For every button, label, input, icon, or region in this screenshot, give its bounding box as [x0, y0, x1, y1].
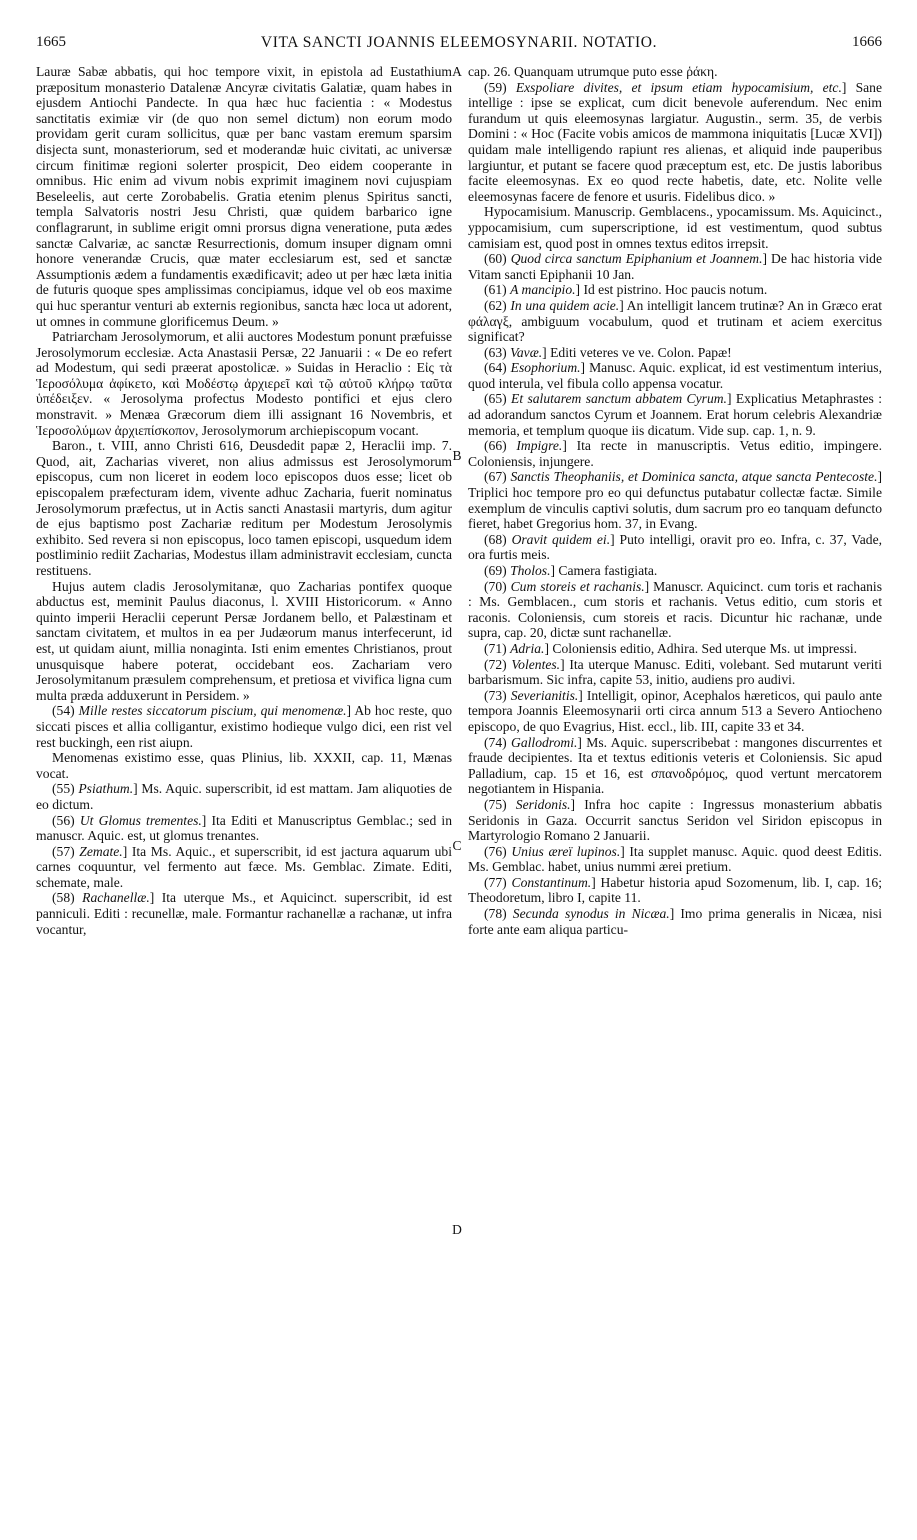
- footnote-number: (74): [484, 734, 507, 750]
- footnote-text: Ita supplet manusc. Aquic. quod deest Editis. Ms. Gemblac. habet, unius nummi ærei pretium.: [468, 843, 882, 875]
- footnote: (55) Psiathum.] Ms. Aquic. superscribit, id est mattam. Jam aliquoties de eo dictum.: [36, 781, 452, 812]
- footnote: (74) Gallodromi.] Ms. Aquic. superscribebat : mangones discurrentes et fraude decipientes. Ita et textus editionis veteris et Coloniensis. Sic apud Palladium, cap. 15 et 16, est σπανοδρόμος, quod vertunt mercatorem negotiantem in Hispania.: [468, 734, 882, 797]
- footnote: (73) Severianitis.] Intelligit, opinor, Acephalos hæreticos, qui paulo ante tempora Joannis Eleemosynarii orti circa annum 513 a Severo Antiocheno episcopo, de quo Evagrius, Hist. eccl., lib. III, capite 33 et 34.: [468, 687, 882, 734]
- footnote-text: Ita uterque Manusc. Editi, volebant. Sed mutarunt veriti barbarismum. Sic infra, capite 53, initio, audiens pro audivi.: [468, 656, 882, 688]
- footnote: (65) Et salutarem sanctum abbatem Cyrum.] Explicatius Metaphrastes : ad adorandum sanctos Cyrum et Joannem. Erat horum celebris Alexandriæ memoria, et templum quoque iis dicatum. Vide sup. cap. 1, n. 9.: [468, 391, 882, 438]
- footnote-lemma: Rachanellæ.: [82, 890, 150, 906]
- footnote-lemma: Zemate.: [79, 843, 123, 859]
- footnote: (60) Quod circa sanctum Epiphanium et Joannem.] De hac historia vide Vitam sancti Epiphanii 10 Jan.: [468, 251, 882, 282]
- footnote-text: Coloniensis editio, Adhira. Sed uterque Ms. ut impressi.: [552, 640, 858, 656]
- footnote-lemma: In una quidem acie.: [510, 297, 620, 313]
- footnote-lemma: Constantinum.: [511, 874, 592, 890]
- paragraph-text: Hypocamisium. Manuscrip. Gemblacens., ypocamissum. Ms. Aquicinct., yppocamisium, cum superscriptione, id est vestimentum, quod subtus camisiam est, quod post in omnes textus editos irrepsit.: [468, 204, 882, 251]
- footnote-number: (62): [484, 297, 507, 313]
- footnote-text: Ita uterque Ms., et Aquicinct. superscribit, id est panniculi. Editi : recunellæ, male. Formantur rachanellæ a rachanæ, ut infra vocantur,: [36, 890, 452, 937]
- footnote: (61) A mancipio.] Id est pistrino. Hoc paucis notum.: [484, 282, 768, 298]
- footnote: (63) Vavæ.] Editi veteres ve ve. Colon. Papæ!: [484, 344, 732, 360]
- footnote-number: (60): [484, 251, 507, 267]
- footnote-lemma: Cum storeis et rachanis.: [510, 578, 645, 594]
- footnote: (72) Volentes.] Ita uterque Manusc. Editi, volebant. Sed mutarunt veriti barbarismum. Sic infra, capite 53, initio, audiens pro audivi.: [468, 656, 882, 688]
- footnote-text: Habetur historia apud Sozomenum, lib. I, cap. 16; Theodoretum, libro I, capite 11.: [468, 874, 882, 906]
- footnote-lemma: Sanctis Theophaniis, et Dominica sancta, atque sancta Pentecoste.: [510, 469, 878, 485]
- footnote-number: (65): [484, 391, 507, 407]
- footnote-lemma: Secunda synodus in Nicæa.: [512, 906, 670, 922]
- footnote-text: Ms. Aquic. superscribit, id est mattam. Jam aliquoties de eo dictum.: [36, 781, 452, 812]
- footnote-number: (72): [484, 656, 507, 672]
- continued-paragraph: [468, 64, 882, 80]
- footnote-lemma: Adria.: [510, 640, 545, 656]
- footnote-number: (58): [52, 890, 75, 906]
- footnote-text: Triplici hoc tempore pro eo qui defunctus putabatur collectæ factæ. Simile exemplum de vinculis captivi solutis, dum sacrum pro eo tanquam defuncto fieret, habet Gregorius hom. 37, in Evang.: [468, 485, 882, 532]
- footnote-number: (73): [484, 687, 507, 703]
- footnote-number: (69): [484, 563, 507, 578]
- footnote-lemma: Ut Glomus trementes.: [79, 812, 202, 828]
- footnote-lemma: Vavæ.: [510, 344, 543, 360]
- continued-paragraph: [36, 64, 452, 329]
- footnote-text: An intelligit lancem trutinæ? An in Græco erat φάλαγξ, ambiguum vocabulum, quod et trutinam et aciem exercitus significat?: [468, 297, 882, 345]
- footnote-text: Sane intellige : ipse se explicat, cum dicit benevole auferendum. Nec enim furandum ut quis eleemosynas largiatur. Augustin., serm. 35, de verbis Domini : « Hoc (Facite vobis amicos de mammona iniquitatis [Lucæ XVI]) quidam male intelligendo rapiunt res alienas, et aliquid inde pauperibus largiuntur, et putant se facere quod præceptum est, etc. De justis laboribus facite eleemosynas. Ex eo quod recte habetis, date, etc. Nolite velle eleemosynas facere de fenore et usuris. Fidelibus dico. »: [468, 79, 882, 204]
- footnote-number: (76): [484, 843, 507, 859]
- paragraph: [36, 438, 452, 578]
- footnote-text: Ita Ms. Aquic., et superscribit, id est jactura aquarum ubi carnes coquuntur, vel fermento aut fæce. Ms. Gemblac. Zimate. Editi, schemate, male.: [36, 843, 452, 890]
- footnote-lemma: Oravit quidem ei.: [511, 531, 611, 547]
- footnote: (70) Cum storeis et rachanis.] Manuscr. Aquicinct. cum toris et rachanis : Ms. Gemblacen., cum storis et rachanis. Vetus editio, cum storis et raconis. Coloniensis, cum storeis et racis. Dicuntur hic rachanæ, unde supra, cap. 20, dictæ sunt rachanellæ.: [468, 578, 882, 641]
- footnote-text: De hac historia vide Vitam sancti Epiphanii 10 Jan.: [468, 251, 882, 282]
- footnote-text: Imo prima generalis in Nicæa, nisi forte ante eam aliqua particu-: [468, 906, 882, 937]
- footnote-number: (57): [52, 843, 75, 859]
- footnote-text: Puto intelligi, oravit pro eo. Infra, c. 37, Vade, ora furtis meis.: [468, 531, 882, 563]
- footnote-text: Manusc. Aquic. explicat, id est vestimentum interius, quod interula, vel fibula collo appensa vocatur.: [468, 360, 882, 391]
- footnote-lemma: Esophorium.: [510, 360, 581, 376]
- footnote-number: (70): [484, 578, 507, 594]
- paragraph-text: Lauræ Sabæ abbatis, qui hoc tempore vixit, in epistola ad Eustathium præpositum monasterio Datalenæ Ancyræ civitatis Galatiæ, quam habes in ejusdem Antiochi Pandecte. In qua hæc huc facientia : « Modestus sanctitatis eximiæ vir (de quo non semel dictum) non eorum modo providam gerit curam sollicitus, quæ per banc vastam eremum sparsim disjecta sunt, monasteriorum, sed et moderandæ huic civitati, ac universæ circum finitimæ regioni solerter prospicit, Deo eidem cooperante in omnibus. Hic enim ad vivum nobis exprimit imaginem novi cujuspiam Beseleelis, aut certe Zorobabelis. Gratia etenim plenus Spiritus sancti, templa Salvatoris nostri Jesu Christi, quæ quidem barbarico igne conflagrarunt, in sublime erigit omni prorsus digna veneratione, puta ædes sanctæ Calvariæ, ac sanctæ Resurrectionis, domum insuper dignam omni honore venerandæ Crucis, quæ mater ecclesiarum est, sed et sanctæ Assumptionis ædem a fundamentis exædificavit; adeo ut per hæc læta initia de futuris quoque spes amplissimas concipiamus, idque vel ob eos maxime qui huc sperantur venturi ab externis regionibus, sancta hæc loca ut adorent, ut omnes in commune glorificemus Deum. »: [36, 64, 452, 329]
- footnote-lemma: Psiathum.: [78, 781, 134, 797]
- footnote-text: Camera fastigiata.: [558, 563, 658, 578]
- footnote-text: Infra hoc capite : Ingressus monasterium abbatis Seridonis in Gaza. Occurrit sanctus Seridon vel Siridon episcopus in Martyrologio Romano 2 Januarii.: [468, 796, 882, 844]
- footnote-number: (75): [484, 796, 507, 812]
- footnote-lemma: Exspoliare divites, et ipsum etiam hypocamisium, etc.: [515, 79, 842, 95]
- footnote-number: (55): [52, 781, 75, 797]
- footnote-text: Intelligit, opinor, Acephalos hæreticos, qui paulo ante tempora Joannis Eleemosynarii orti circa annum 513 a Severo Antiocheno episcopo, de quo Evagrius, Hist. eccl., lib. III, capite 33 et 34.: [468, 687, 882, 734]
- footnote: (58) Rachanellæ.] Ita uterque Ms., et Aquicinct. superscribit, id est panniculi. Editi : recunellæ, male. Formantur rachanellæ a rachanæ, ut infra vocantur,: [36, 890, 452, 937]
- footnote-number: (63): [484, 344, 507, 360]
- footnote-lemma: A mancipio.: [510, 282, 576, 298]
- footnote: (64) Esophorium.] Manusc. Aquic. explicat, id est vestimentum interius, quod interula, vel fibula collo appensa vocatur.: [468, 360, 882, 391]
- paragraph: [36, 579, 452, 704]
- paragraph: [36, 329, 452, 438]
- paragraph-text: Patriarcham Jerosolymorum, et alii auctores Modestum ponunt præfuisse Jerosolymorum ecclesiæ. Acta Anastasii Persæ, 22 Januarii : « De eo refert ad Modestum, qui sedi præerat apostolicæ. » Suidas in Heraclio : Εἰς τὰ Ἱεροσόλυμα ἀφίκετο, καὶ Μοδέστῳ ἀρχιερεῖ καὶ τῷ αὐτοῦ κλήρῳ ταῦτα ὑπέδειξεν. « Jerosolyma profectus Modesto pontifici et ejus clero monstravit. » Menæa Græcorum diem illi assignant 16 Novembris, et Ἱεροσολύμων ἀρχιεπίσκοπον, Jerosolymorum archiepiscopum vocant.: [36, 329, 452, 438]
- footnote-lemma: Severianitis.: [510, 687, 579, 703]
- footnote-number: (71): [484, 640, 507, 656]
- margin-letter-d: D: [452, 1222, 462, 1237]
- footnote: (77) Constantinum.] Habetur historia apud Sozomenum, lib. I, cap. 16; Theodoretum, libro I, capite 11.: [468, 874, 882, 906]
- running-title: VITA SANCTI JOANNIS ELEEMOSYNARII. NOTATIO.: [260, 34, 658, 51]
- footnote: (54) Mille restes siccatorum piscium, qui menomenæ.] Ab hoc reste, quo siccati pisces et allia colligantur, existimo hodieque vulgo dici, een rist vel rest buckingh, een rist aiupn.: [36, 703, 452, 750]
- footnote-lemma: Tholos.: [510, 563, 551, 578]
- footnote-number: (77): [484, 874, 507, 890]
- footnote-number: (66): [484, 438, 507, 454]
- footnote-text: Ab hoc reste, quo siccati pisces et allia colligantur, existimo hodieque vulgo dici, een rist vel rest buckingh, een rist aiupn.: [36, 703, 452, 750]
- paragraph: [36, 750, 452, 781]
- paragraph-text: Menomenas existimo esse, quas Plinius, lib. XXXII, cap. 11, Mænas vocat.: [36, 750, 452, 781]
- footnote-lemma: Unius æreï lupinos.: [511, 843, 621, 859]
- footnote: (57) Zemate.] Ita Ms. Aquic., et superscribit, id est jactura aquarum ubi carnes coquuntur, vel fermento aut fæce. Ms. Gemblac. Zimate. Editi, schemate, male.: [36, 843, 452, 890]
- footnote: (66) Impigre.] Ita recte in manuscriptis. Vetus editio, impingere. Coloniensis, injungere.: [468, 438, 882, 469]
- footnote-lemma: Mille restes siccatorum piscium, qui menomenæ.: [78, 703, 347, 719]
- footnote-lemma: Gallodromi.: [511, 734, 578, 750]
- footnote-lemma: Impigre.: [516, 438, 563, 454]
- footnote: (56) Ut Glomus trementes.] Ita Editi et Manuscriptus Gemblac.; sed in manuscr. Aquic. est, ut glomus trenantes.: [36, 812, 452, 844]
- footnote-number: (56): [52, 812, 75, 828]
- footnote-number: (67): [484, 469, 507, 485]
- footnote-number: (61): [484, 282, 507, 298]
- footnote-text: Manuscr. Aquicinct. cum toris et rachanis : Ms. Gemblacen., cum storis et rachanis. Vetus editio, cum storis et raconis. Coloniensis, cum storeis et racis. Dicuntur hic rachanæ, unde supra, cap. 20, dictæ sunt rachanellæ.: [468, 578, 882, 641]
- footnote-number: (54): [52, 703, 75, 719]
- margin-letter-a: A: [452, 64, 462, 79]
- paragraph: [468, 204, 882, 251]
- margin-letter-c: C: [452, 838, 462, 853]
- footnote: (67) Sanctis Theophaniis, et Dominica sancta, atque sancta Pentecoste.] Triplici hoc tempore pro eo qui defunctus putabatur collectæ factæ. Simile exemplum de vinculis captivi solutis, dum sacrum pro eo tanquam defuncto fieret, habet Gregorius hom. 37, in Evang.: [468, 469, 882, 532]
- paragraph-text: Baron., t. VIII, anno Christi 616, Deusdedit papæ 2, Heraclii imp. 7. Quod, ait, Zacharias viveret, non alius admissus est Jerosolymorum episcopus, cum non liceret in eodem loco episcopos duos esse; licet ob episcopalem præfecturam idem, vivente adhuc Zacharia, fuerit nominatus Jerosolymorum præfectus, ut in Actis sancti Anastasii martyris, dum agitur de ejus baptismo post Zachariæ reditum per Modestum Jerosolymis exhibito. Sed revera si non episcopus, loco tamen episcopi, usquedum idem postliminio rediit Zacharias, Modestus illam administravit ecclesiam, cuncta restituens.: [36, 438, 452, 578]
- footnote: (78) Secunda synodus in Nicæa.] Imo prima generalis in Nicæa, nisi forte ante eam aliqua particu-: [468, 906, 882, 937]
- paragraph-text: Hujus autem cladis Jerosolymitanæ, quo Zacharias pontifex quoque abductus est, meminit Paulus diaconus, l. XVIII Historicorum. « Anno quinto imperii Heraclii ceperunt Persæ Jordanem bello, et Palæstinam et sanctam civitatem, et multos in ea per Judæorum manus interfecerunt, id est, ut quidam aiunt, millia nonaginta. Isti enim ementes Christianos, prout unusquisque habere poterat, occidebant eos. Zachariam vero Jerosolymitanum præsulem comprehensum, et pretiosa et vivifica ligna cum multa præda adduxerunt in Persidem. »: [36, 578, 452, 703]
- running-header: [36, 34, 882, 58]
- footnote: (71) Adria.] Coloniensis editio, Adhira. Sed uterque Ms. ut impressi.: [484, 640, 858, 656]
- footnote: (75) Seridonis.] Infra hoc capite : Ingressus monasterium abbatis Seridonis in Gaza. Occurrit sanctus Seridon vel Siridon episcopus in Martyrologio Romano 2 Januarii.: [468, 796, 882, 844]
- footnote-lemma: Volentes.: [511, 656, 561, 672]
- footnote: (76) Unius æreï lupinos.] Ita supplet manusc. Aquic. quod deest Editis. Ms. Gemblac. habet, unius nummi ærei pretium.: [468, 843, 882, 875]
- page-number-right: 1666: [852, 34, 882, 50]
- footnote: (68) Oravit quidem ei.] Puto intelligi, oravit pro eo. Infra, c. 37, Vade, ora furtis meis.: [468, 531, 882, 563]
- left-column: [36, 64, 452, 1530]
- footnote-lemma: Quod circa sanctum Epiphanium et Joannem.: [510, 251, 763, 267]
- footnote-number: (78): [484, 906, 507, 922]
- footnote-lemma: Seridonis.: [515, 796, 571, 812]
- right-column: [468, 64, 882, 1530]
- footnote-number: (68): [484, 531, 507, 547]
- margin-letter-b: B: [452, 448, 462, 463]
- footnote: (69) Tholos.] Camera fastigiata.: [484, 563, 658, 578]
- footnote-text: Ita recte in manuscriptis. Vetus editio, impingere. Coloniensis, injungere.: [468, 438, 882, 469]
- footnote: (62) In una quidem acie.] An intelligit lancem trutinæ? An in Græco erat φάλαγξ, ambiguum vocabulum, quod et trutinam et aciem exercitus significat?: [468, 297, 882, 345]
- footnote-number: (64): [484, 360, 507, 376]
- page-number-left: 1665: [36, 34, 66, 50]
- footnote-text: Editi veteres ve ve. Colon. Papæ!: [550, 344, 732, 360]
- footnote-text: Ms. Aquic. superscribebat : mangones discurrentes et fraude decipientes. Ita et textus editionis veteris et Coloniensis. Sic apud Palladium, cap. 15 et 16, est σπανοδρόμος, quod vertunt mercatorem negotiantem in Hispania.: [468, 734, 882, 797]
- footnote: (59) Exspoliare divites, et ipsum etiam hypocamisium, etc.] Sane intellige : ipse se explicat, cum dicit benevole auferendum. Nec enim furandum ut quis eleemosynas largiatur. Augustin., serm. 35, de verbis Domini : « Hoc (Facite vobis amicos de mammona iniquitatis [Lucæ XVI]) quidam male intelligendo rapiunt res alienas, et aliquid inde pauperibus largiuntur, et putant se facere quod præceptum est, etc. De justis laboribus facite eleemosynas. Ex eo quod recte habetis, date, etc. Nolite velle eleemosynas facere de fenore et usuris. Fidelibus dico. »: [468, 79, 882, 204]
- footnote-text: Id est pistrino. Hoc paucis notum.: [583, 282, 768, 298]
- paragraph-text: cap. 26. Quanquam utrumque puto esse ῥάκη.: [468, 64, 718, 79]
- footnote-text: Explicatius Metaphrastes : ad adorandum sanctos Cyrum et Joannem. Erat horum celebris Alexandriæ memoria, et templum quoque iis dicatum. Vide sup. cap. 1, n. 9.: [468, 391, 882, 438]
- footnote-lemma: Et salutarem sanctum abbatem Cyrum.: [511, 391, 727, 407]
- footnote-text: Ita Editi et Manuscriptus Gemblac.; sed in manuscr. Aquic. est, ut glomus trenantes.: [36, 812, 452, 844]
- footnote-number: (59): [484, 79, 507, 95]
